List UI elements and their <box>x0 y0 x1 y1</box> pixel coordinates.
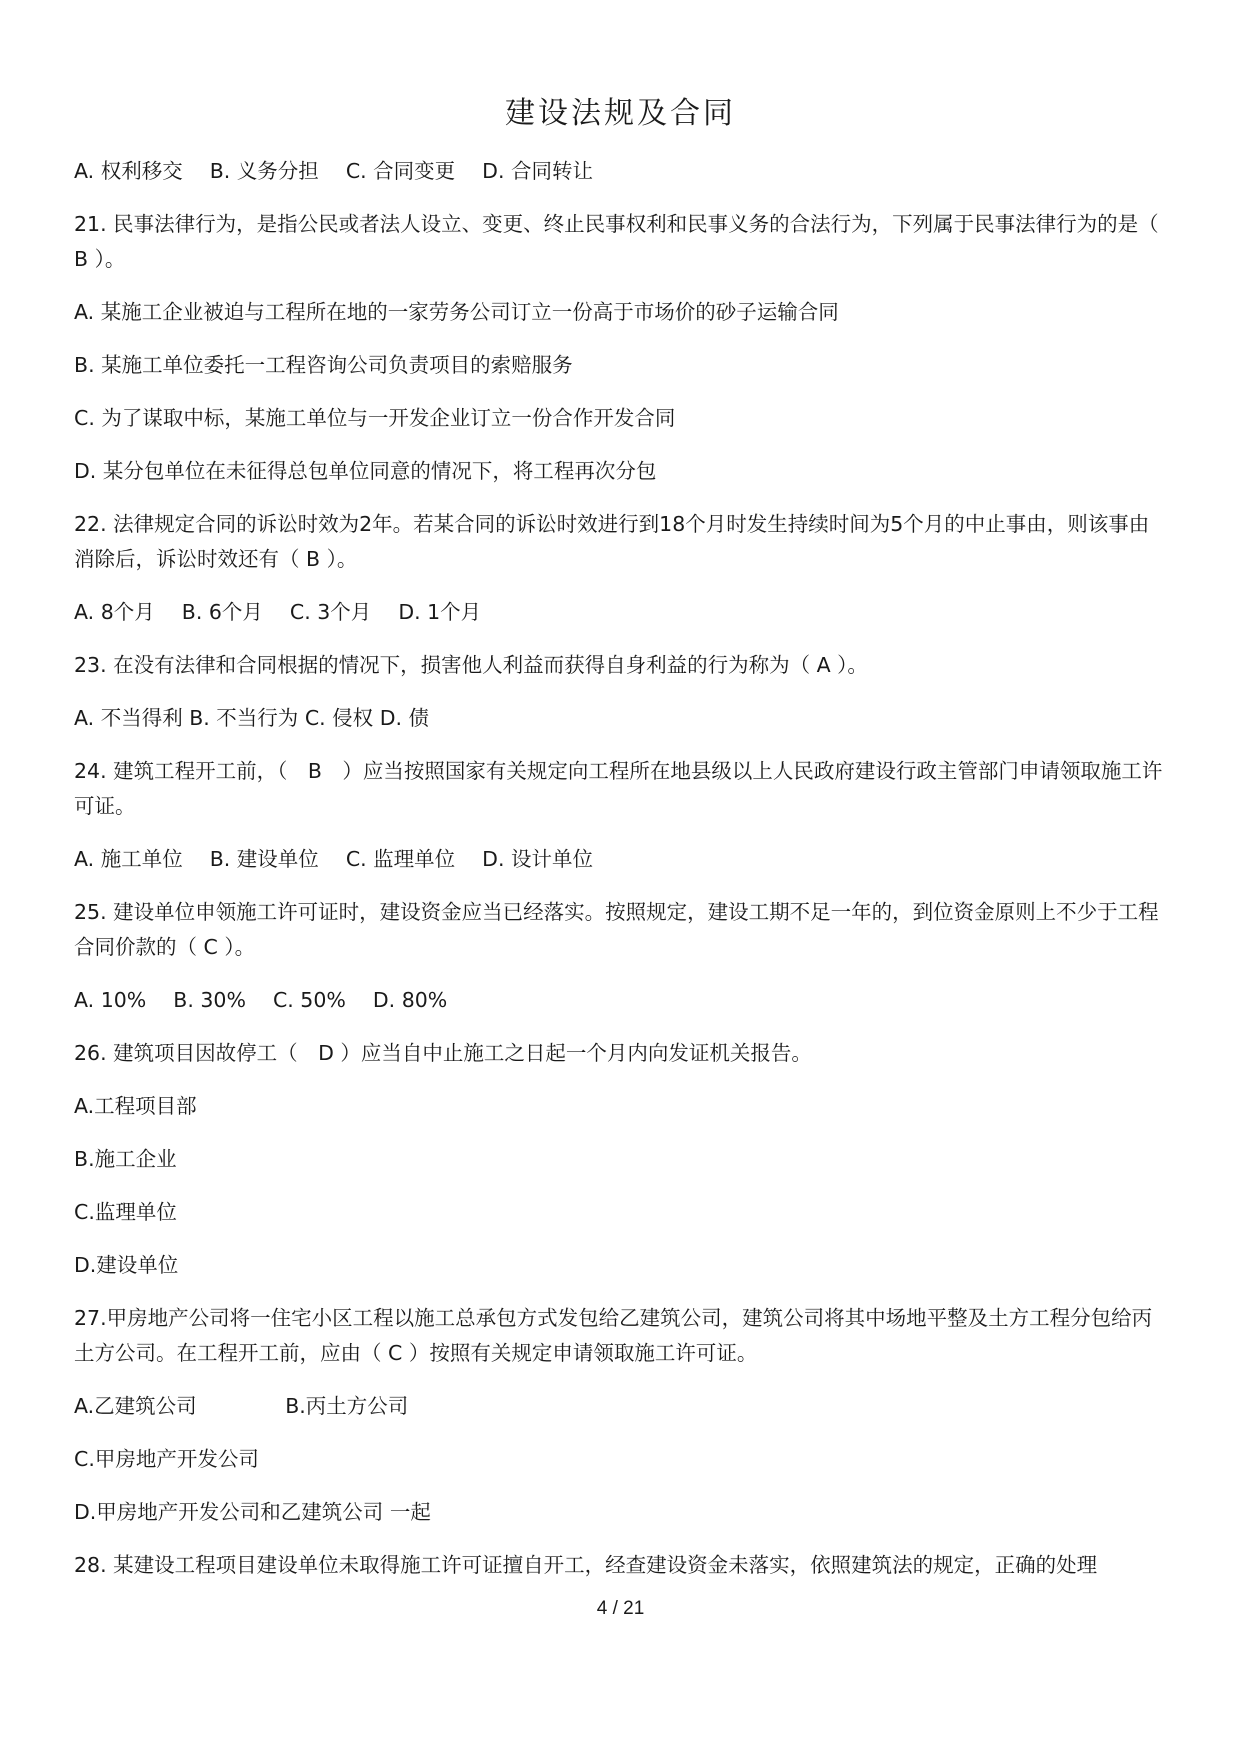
question-25: 25. 建设单位申领施工许可证时，建设资金应当已经落实。按照规定，建设工期不足一年的，到位资金原则上不少于工程合同价款的（ C ）。 <box>74 900 1159 959</box>
options-23: A. 不当得利 B. 不当行为 C. 侵权 D. 债 <box>74 706 430 730</box>
option-26-a: A.工程项目部 <box>74 1094 197 1118</box>
option-27-d: D.甲房地产开发公司和乙建筑公司 一起 <box>74 1500 431 1524</box>
question-24: 24. 建筑工程开工前，（ B ）应当按照国家有关规定向工程所在地县级以上人民政府建设行政主管部门申请领取施工许可证。 <box>74 759 1163 818</box>
document-body <box>74 154 1166 1601</box>
option-26-d: D.建设单位 <box>74 1253 179 1277</box>
option-27-c: C.甲房地产开发公司 <box>74 1447 259 1471</box>
page-number: 4 / 21 <box>596 1598 645 1619</box>
question-26: 26. 建筑项目因故停工（ D ）应当自中止施工之日起一个月内向发证机关报告。 <box>74 1041 812 1065</box>
question-27: 27.甲房地产公司将一住宅小区工程以施工总承包方式发包给乙建筑公司，建筑公司将其中场地平整及土方工程分包给丙土方公司。在工程开工前，应由（ C ）按照有关规定申请领取施工许可证。 <box>74 1306 1153 1365</box>
option-26-c: C.监理单位 <box>74 1200 177 1224</box>
question-22: 22. 法律规定合同的诉讼时效为2年。若某合同的诉讼时效进行到18个月时发生持续时间为5个月的中止事由，则该事由消除后，诉讼时效还有（ B ）。 <box>74 512 1150 571</box>
option-21-b: B. 某施工单位委托一工程咨询公司负责项目的索赔服务 <box>74 353 573 377</box>
page-title: 建设法规及合同 <box>505 96 736 131</box>
question-23: 23. 在没有法律和合同根据的情况下，损害他人利益而获得自身利益的行为称为（ A ）。 <box>74 653 868 677</box>
options-24: A. 施工单位 B. 建设单位 C. 监理单位 D. 设计单位 <box>74 847 594 871</box>
options-25: A. 10% B. 30% C. 50% D. 80% <box>74 988 448 1012</box>
question-28: 28. 某建设工程项目建设单位未取得施工许可证擅自开工，经查建设资金未落实，依照建筑法的规定，正确的处理 <box>74 1553 1098 1577</box>
option-21-c: C. 为了谋取中标，某施工单位与一开发企业订立一份合作开发合同 <box>74 406 676 430</box>
option-21-d: D. 某分包单位在未征得总包单位同意的情况下，将工程再次分包 <box>74 459 657 483</box>
options-22: A. 8个月 B. 6个月 C. 3个月 D. 1个月 <box>74 600 482 624</box>
option-26-b: B.施工企业 <box>74 1147 177 1171</box>
question-21: 21. 民事法律行为，是指公民或者法人设立、变更、终止民事权利和民事义务的合法行为，下列属于民事法律行为的是（ B ）。 <box>74 212 1159 271</box>
options-line: A. 权利移交 B. 义务分担 C. 合同变更 D. 合同转让 <box>74 159 594 183</box>
option-21-a: A. 某施工企业被迫与工程所在地的一家劳务公司订立一份高于市场价的砂子运输合同 <box>74 300 839 324</box>
options-27-ab: A.乙建筑公司 B.丙土方公司 <box>74 1394 409 1418</box>
